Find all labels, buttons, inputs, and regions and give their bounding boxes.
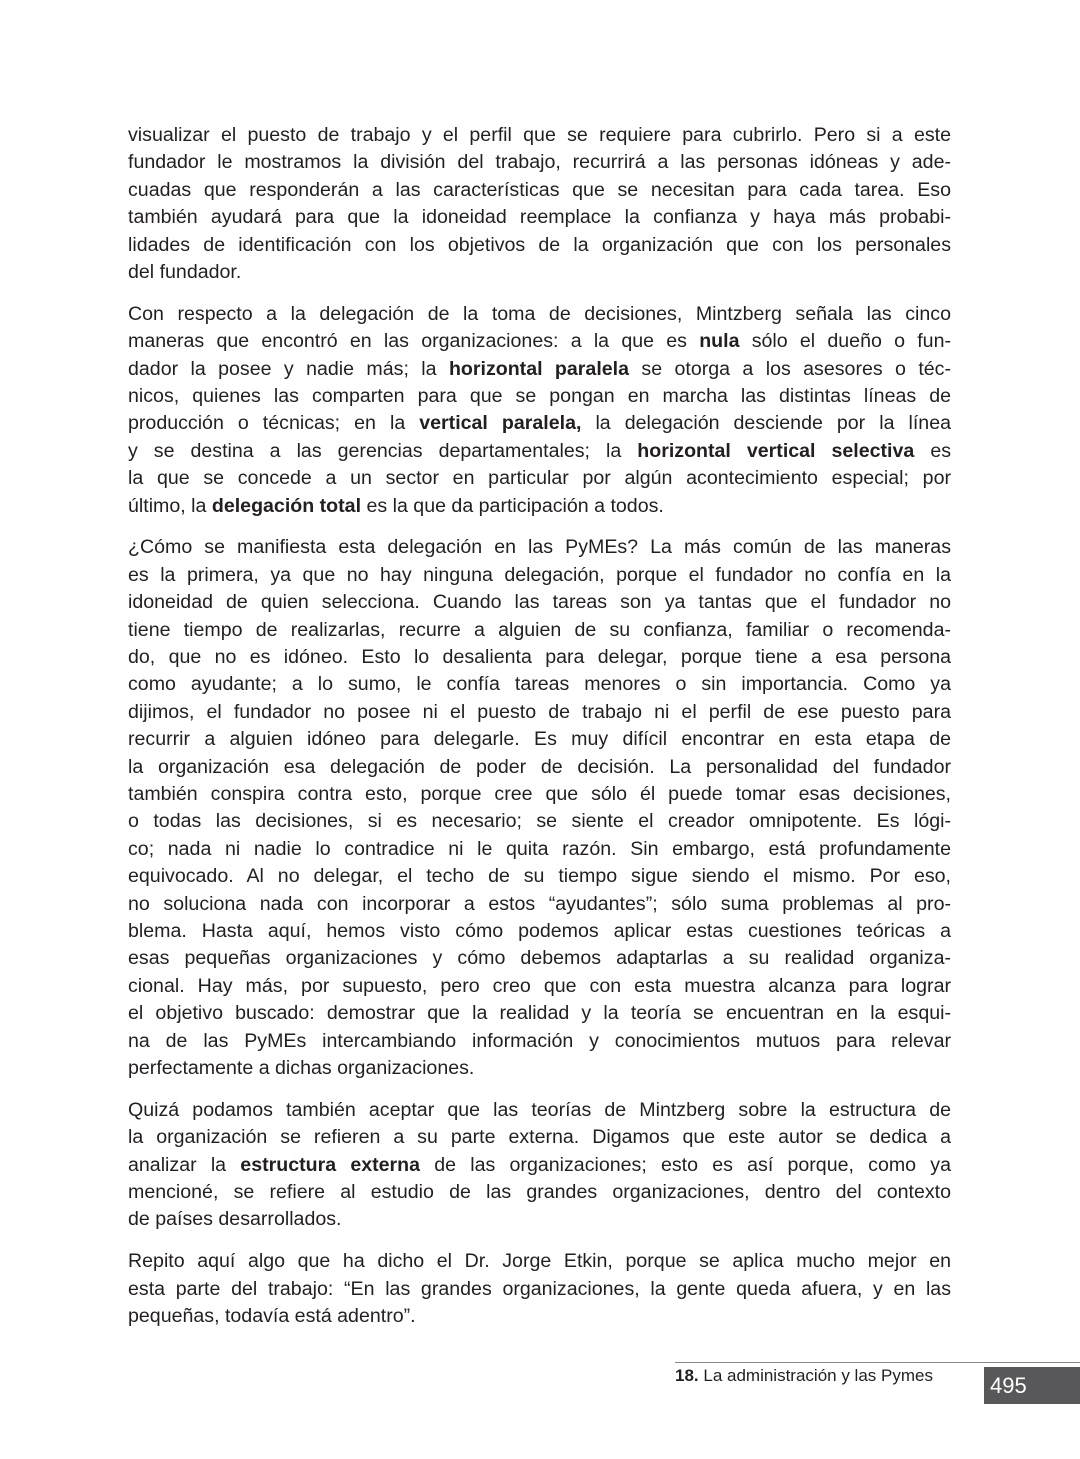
text-line — [128, 1028, 951, 1055]
text-line — [128, 356, 951, 383]
paragraph — [128, 1097, 951, 1234]
text-line — [128, 1303, 951, 1330]
text-line — [128, 1097, 951, 1124]
text-line — [128, 891, 951, 918]
running-footer — [675, 1366, 933, 1386]
text-line — [128, 438, 951, 465]
text-line — [128, 383, 951, 410]
bold-term: vertical paralela, — [419, 412, 582, 435]
text-run: como ayudante; a lo sumo, le confía tareas menores o sin importancia. Como ya — [128, 673, 951, 696]
text-line — [128, 754, 951, 781]
text-line — [128, 259, 951, 286]
text-run: maneras que encontró en las organizaciones: a la que es — [128, 330, 700, 353]
text-run: na de las PyMEs intercambiando información y conocimientos mutuos para relevar — [128, 1029, 951, 1052]
text-run: recurrir a alguien idóneo para delegarle. Es muy difícil encontrar en esta etapa de — [128, 728, 951, 751]
paragraph — [128, 301, 951, 520]
paragraph — [128, 1248, 951, 1330]
text-run: visualizar el puesto de trabajo y el perfil que se requiere para cubrirlo. Pero si a este — [128, 124, 951, 146]
text-line — [128, 1152, 951, 1179]
bold-term: horizontal vertical selectiva — [637, 439, 915, 462]
text-run: esta parte del trabajo: “En las grandes organizaciones, la gente queda afuera, y en las — [128, 1277, 951, 1300]
text-run: pequeñas, todavía está adentro”. — [128, 1305, 416, 1328]
text-run: del fundador. — [128, 260, 242, 283]
text-run: esas pequeñas organizaciones y cómo debemos adaptarlas a su realidad organiza- — [128, 947, 951, 970]
text-line — [128, 1055, 951, 1082]
bold-term: delegación total — [211, 494, 362, 517]
text-line — [128, 1179, 951, 1206]
text-line — [128, 328, 951, 355]
text-run: no soluciona nada con incorporar a estos “ayudantes”; sólo suma problemas al pro- — [128, 892, 951, 915]
text-line — [128, 493, 951, 520]
text-run: de las organizaciones; esto es así porque, como ya — [420, 1153, 951, 1176]
text-line — [128, 699, 951, 726]
paragraph — [128, 534, 951, 1082]
text-line — [128, 534, 951, 561]
text-run: producción o técnicas; en la — [128, 412, 420, 435]
text-line — [128, 1000, 951, 1027]
text-run: último, la — [128, 494, 212, 517]
text-run: Repito aquí algo que ha dicho el Dr. Jorge Etkin, porque se aplica mucho mejor en — [128, 1250, 951, 1273]
text-run: la organización se refieren a su parte externa. Digamos que este autor se dedica a — [128, 1126, 951, 1149]
text-line — [128, 1124, 951, 1151]
chapter-number: 18. — [675, 1366, 699, 1385]
text-line — [128, 589, 951, 616]
text-line — [128, 122, 951, 149]
text-run: co; nada ni nadie lo contradice ni le quita razón. Sin embargo, está profundamente — [128, 837, 951, 860]
text-run: dador la posee y nadie más; la — [128, 357, 449, 380]
text-run: perfectamente a dichas organizaciones. — [128, 1056, 475, 1079]
bold-term: estructura externa — [240, 1153, 421, 1176]
text-line — [128, 232, 951, 259]
text-line — [128, 1248, 951, 1275]
text-line — [128, 808, 951, 835]
text-run: también conspira contra esto, porque cree que sólo él puede tomar esas decisiones, — [128, 782, 951, 805]
text-run: la que se concede a un sector en particular por algún acontecimiento especial; por — [128, 467, 951, 490]
text-run: el objetivo buscado: demostrar que la realidad y la teoría se encuentran en la esqui- — [128, 1002, 951, 1025]
text-run: do, que no es idóneo. Esto lo desalienta para delegar, porque tiene a esa persona — [128, 646, 951, 669]
text-run: mencioné, se refiere al estudio de las grandes organizaciones, dentro del contexto — [128, 1180, 951, 1203]
text-run: cuadas que responderán a las características que se necesitan para cada tarea. Eso — [128, 178, 951, 201]
text-line — [128, 836, 951, 863]
text-line — [128, 617, 951, 644]
text-run: analizar la — [128, 1153, 241, 1176]
text-line — [128, 781, 951, 808]
text-line — [128, 1276, 951, 1303]
text-line — [128, 149, 951, 176]
text-run: la organización esa delegación de poder de decisión. La personalidad del fundador — [128, 755, 951, 778]
paragraph — [128, 122, 951, 286]
text-run: lidades de identificación con los objetivos de la organización que con los personales — [128, 233, 951, 256]
body-text — [128, 122, 951, 1345]
text-run: la delegación desciende por la línea — [581, 412, 951, 435]
text-run: de países desarrollados. — [128, 1208, 342, 1231]
bold-term: nula — [699, 330, 740, 353]
text-line — [128, 410, 951, 437]
text-line — [128, 562, 951, 589]
text-run: Quizá podamos también aceptar que las teorías de Mintzberg sobre la estructura de — [128, 1098, 951, 1121]
text-line — [128, 918, 951, 945]
text-run: nicos, quienes las comparten para que se pongan en marcha las distintas líneas de — [128, 385, 951, 408]
footer-divider — [675, 1362, 1080, 1363]
text-run: es — [914, 439, 951, 462]
text-line — [128, 671, 951, 698]
text-run: tiene tiempo de realizarlas, recurre a alguien de su confianza, familiar o recomenda- — [128, 618, 951, 641]
text-run: se otorga a los asesores o téc- — [629, 357, 951, 380]
text-line — [128, 726, 951, 753]
text-line — [128, 945, 951, 972]
text-run: blema. Hasta aquí, hemos visto cómo podemos aplicar estas cuestiones teóricas a — [128, 919, 951, 942]
text-run: fundador le mostramos la división del trabajo, recurrirá a las personas idóneas y ade- — [128, 151, 951, 174]
text-run: Con respecto a la delegación de la toma de decisiones, Mintzberg señala las cinco — [128, 302, 951, 325]
text-line — [128, 973, 951, 1000]
text-run: sólo el dueño o fun- — [739, 330, 951, 353]
text-line — [128, 301, 951, 328]
text-run: o todas las decisiones, si es necesario; se siente el creador omnipotente. Es lógi- — [128, 810, 951, 833]
text-run: es la primera, ya que no hay ninguna delegación, porque el fundador no confía en la — [128, 563, 951, 586]
page-number: 495 — [984, 1367, 1080, 1404]
text-run: cional. Hay más, por supuesto, pero creo que con esta muestra alcanza para lograr — [128, 974, 951, 997]
text-line — [128, 863, 951, 890]
bold-term: horizontal paralela — [448, 357, 630, 380]
text-line — [128, 1206, 951, 1233]
text-line — [128, 465, 951, 492]
text-run: también ayudará para que la idoneidad reemplace la confianza y haya más probabi- — [128, 206, 951, 229]
text-run: ¿Cómo se manifiesta esta delegación en las PyMEs? La más común de las maneras — [128, 536, 951, 559]
text-run: dijimos, el fundador no posee ni el puesto de trabajo ni el perfil de ese puesto para — [128, 700, 951, 723]
text-line — [128, 177, 951, 204]
text-run: idoneidad de quien selecciona. Cuando las tareas son ya tantas que el fundador no — [128, 591, 951, 614]
text-line — [128, 204, 951, 231]
text-run: equivocado. Al no delegar, el techo de su tiempo sigue siendo el mismo. Por eso, — [128, 865, 951, 888]
chapter-title: La administración y las Pymes — [698, 1366, 933, 1385]
text-run: y se destina a las gerencias departamentales; la — [128, 439, 638, 462]
text-line — [128, 644, 951, 671]
text-run: es la que da participación a todos. — [361, 494, 664, 517]
